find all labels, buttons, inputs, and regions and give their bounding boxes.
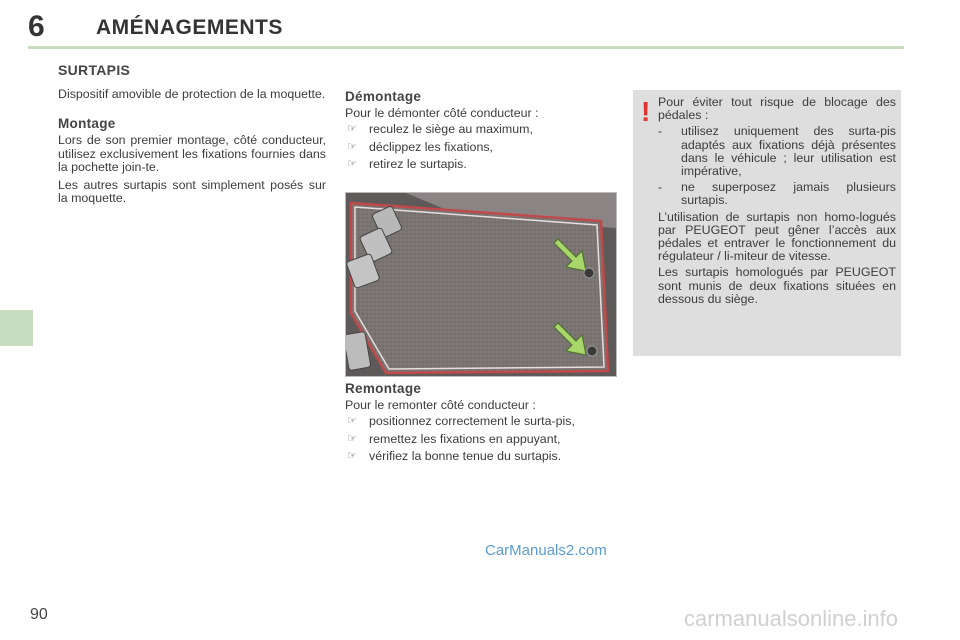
list-item: ☞ reculez le siège au maximum, <box>347 122 533 137</box>
pointing-hand-icon: ☞ <box>347 449 357 462</box>
remontage-block <box>345 382 617 467</box>
pointing-hand-icon: ☞ <box>347 157 357 170</box>
chapter-side-tab <box>0 310 33 346</box>
footer-watermark: carmanualsonline.info <box>684 606 899 631</box>
watermark-link[interactable]: CarManuals2.com <box>485 542 607 559</box>
warning-paragraph-2: Les surtapis homologués par PEUGEOT sont munis de deux fixations situées en dessous du siège. <box>658 265 896 306</box>
list-item: ☞ retirez le surtapis. <box>347 156 467 171</box>
demontage-intro: Pour le démonter côté conducteur : <box>345 106 539 121</box>
montage-title: Montage <box>58 116 116 132</box>
list-item: ☞ déclippez les fixations, <box>347 139 493 154</box>
chapter-title: AMÉNAGEMENTS <box>96 16 283 39</box>
page-number: 90 <box>30 606 48 623</box>
warning-box <box>633 90 901 356</box>
intro-column <box>58 88 326 210</box>
list-item: ☞ remettez les fixations en appuyant, <box>347 431 561 446</box>
pointing-hand-icon: ☞ <box>347 432 357 445</box>
warning-exclamation-icon: ! <box>641 96 651 127</box>
remontage-intro: Pour le remonter côté conducteur : <box>345 398 536 413</box>
list-item: ☞ positionnez correctement le surta-pis, <box>347 414 575 429</box>
chapter-number: 6 <box>28 10 45 43</box>
floor-mat-illustration <box>346 193 616 376</box>
montage-paragraph-2: Les autres surtapis sont simplement posés sur la moquette. <box>58 178 326 206</box>
remontage-title: Remontage <box>345 381 422 396</box>
demontage-block <box>345 90 617 175</box>
pointing-hand-icon: ☞ <box>347 140 357 153</box>
header-rule <box>28 46 904 49</box>
warning-paragraph-1: L’utilisation de surtapis non homo-logués par PEUGEOT peut gêner l’accès aux pédales et entraver le fonctionnement du régulateur / li-miteur de vitesse. <box>658 209 896 264</box>
section-title: SURTAPIS <box>58 62 131 78</box>
montage-paragraph-1: Lors de son premier montage, côté conducteur, utilisez exclusivement les fixations fournies dans la pochette join-te. <box>58 133 326 174</box>
list-item: - utilisez uniquement des surta-pis adaptés aux fixations déjà présentes dans le véhicule ; leur utilisation est impérative, <box>658 124 896 179</box>
pointing-hand-icon: ☞ <box>347 415 357 428</box>
warning-text <box>658 96 896 309</box>
warning-intro: Pour éviter tout risque de blocage des pédales : <box>658 95 896 123</box>
pointing-hand-icon: ☞ <box>347 123 357 136</box>
intro-text: Dispositif amovible de protection de la moquette. <box>58 87 326 101</box>
list-item: ☞ vérifiez la bonne tenue du surtapis. <box>347 448 562 463</box>
list-item: - ne superposez jamais plusieurs surtapis. <box>658 180 896 208</box>
floor-mat-photo <box>345 192 617 377</box>
demontage-title: Démontage <box>345 89 422 104</box>
